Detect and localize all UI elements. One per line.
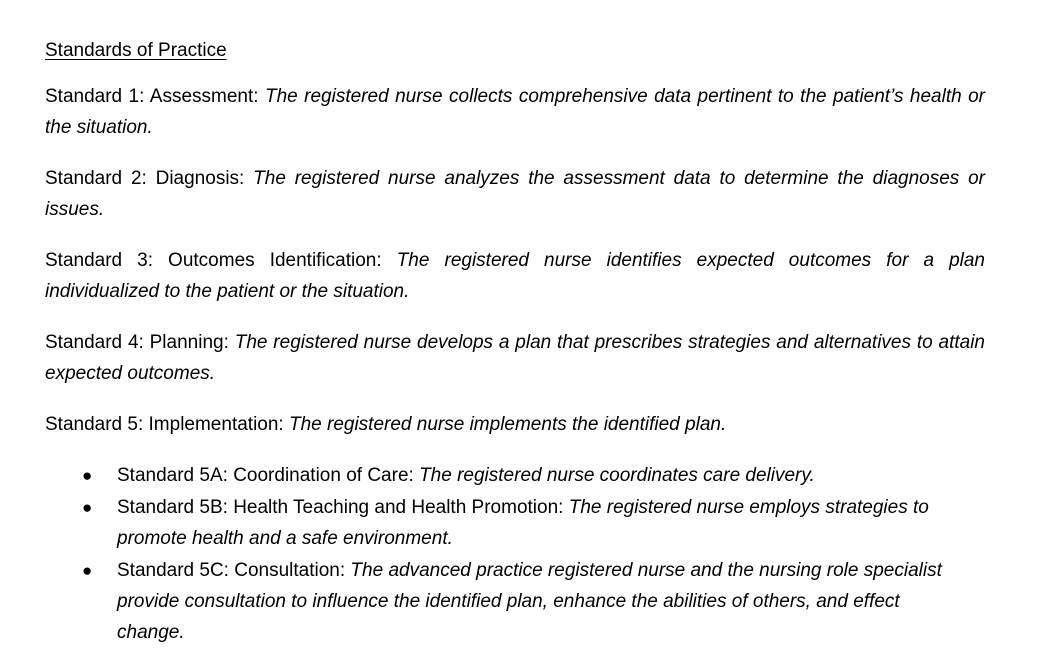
page-title: Standards of Practice [45, 40, 227, 61]
standard-description: The registered nurse analyzes the assessment data to determine the diagnoses or issues. [45, 168, 986, 220]
standard-label: Standard 3: Outcomes Identification: [45, 250, 397, 271]
standard-label: Standard 2: Diagnosis: [45, 168, 254, 189]
standard-description: The registered nurse employs strategies to promote health and a safe environment. [117, 497, 929, 549]
standard-description: The registered nurse implements the identified plan. [288, 414, 727, 435]
standard-label: Standard 5A: Coordination of Care: [117, 465, 420, 486]
standard-3 [45, 245, 985, 307]
standard-2 [45, 163, 985, 225]
bullet-icon: ● [82, 466, 93, 485]
standard-description: The registered nurse develops a plan that prescribes strategies and alternatives to attain expected outcomes. [45, 332, 985, 384]
standard-label: Standard 5B: Health Teaching and Health Promotion: [117, 497, 569, 518]
standard-5 [45, 409, 985, 440]
document-page [45, 38, 985, 649]
standard-description: The registered nurse coordinates care delivery. [419, 465, 815, 486]
list-item-standard-5a [45, 460, 962, 491]
standard-label: Standard 5: Implementation: [45, 414, 289, 435]
sub-standards-list [45, 460, 985, 648]
standard-description: The registered nurse collects comprehensive data pertinent to the patient’s health or the situation. [45, 86, 985, 138]
standard-description: The advanced practice registered nurse and the nursing role specialist provide consultation to influence the identified plan, enhance the abilities of others, and effect change. [117, 560, 942, 643]
list-item-standard-5c [45, 555, 962, 648]
list-item-standard-5b [45, 492, 962, 554]
standard-4 [45, 327, 985, 389]
standard-1 [45, 81, 985, 143]
bullet-icon: ● [82, 498, 93, 517]
bullet-icon: ● [82, 561, 93, 580]
standard-label: Standard 1: Assessment: [45, 86, 265, 107]
standard-description: The registered nurse identifies expected outcomes for a plan individualized to the patient or the situation. [45, 250, 985, 302]
standard-label: Standard 4: Planning: [45, 332, 235, 353]
standard-label: Standard 5C: Consultation: [117, 560, 351, 581]
